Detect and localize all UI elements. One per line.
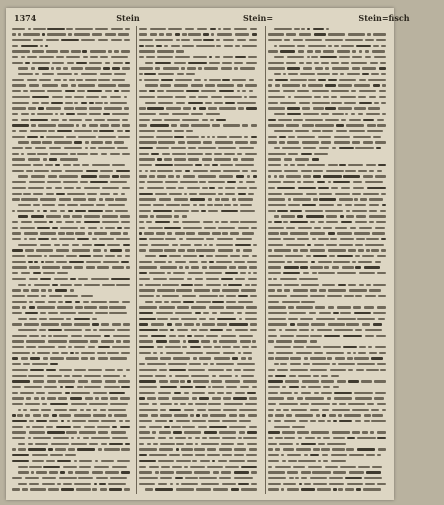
text-line xyxy=(268,487,390,493)
text-column-3 xyxy=(268,26,390,494)
column-divider xyxy=(265,26,266,494)
column-divider xyxy=(136,26,137,494)
text-line xyxy=(12,487,134,493)
running-head xyxy=(6,13,410,25)
text-column-1 xyxy=(12,26,134,494)
column-head-2: Stein= xyxy=(242,13,274,23)
page-number: 1374 xyxy=(14,13,37,23)
column-head-1: Stein xyxy=(116,13,140,23)
text-line xyxy=(139,487,261,493)
text-column-2 xyxy=(139,26,261,494)
book-page xyxy=(6,8,410,500)
column-head-3: Stein=fisch xyxy=(358,13,410,23)
